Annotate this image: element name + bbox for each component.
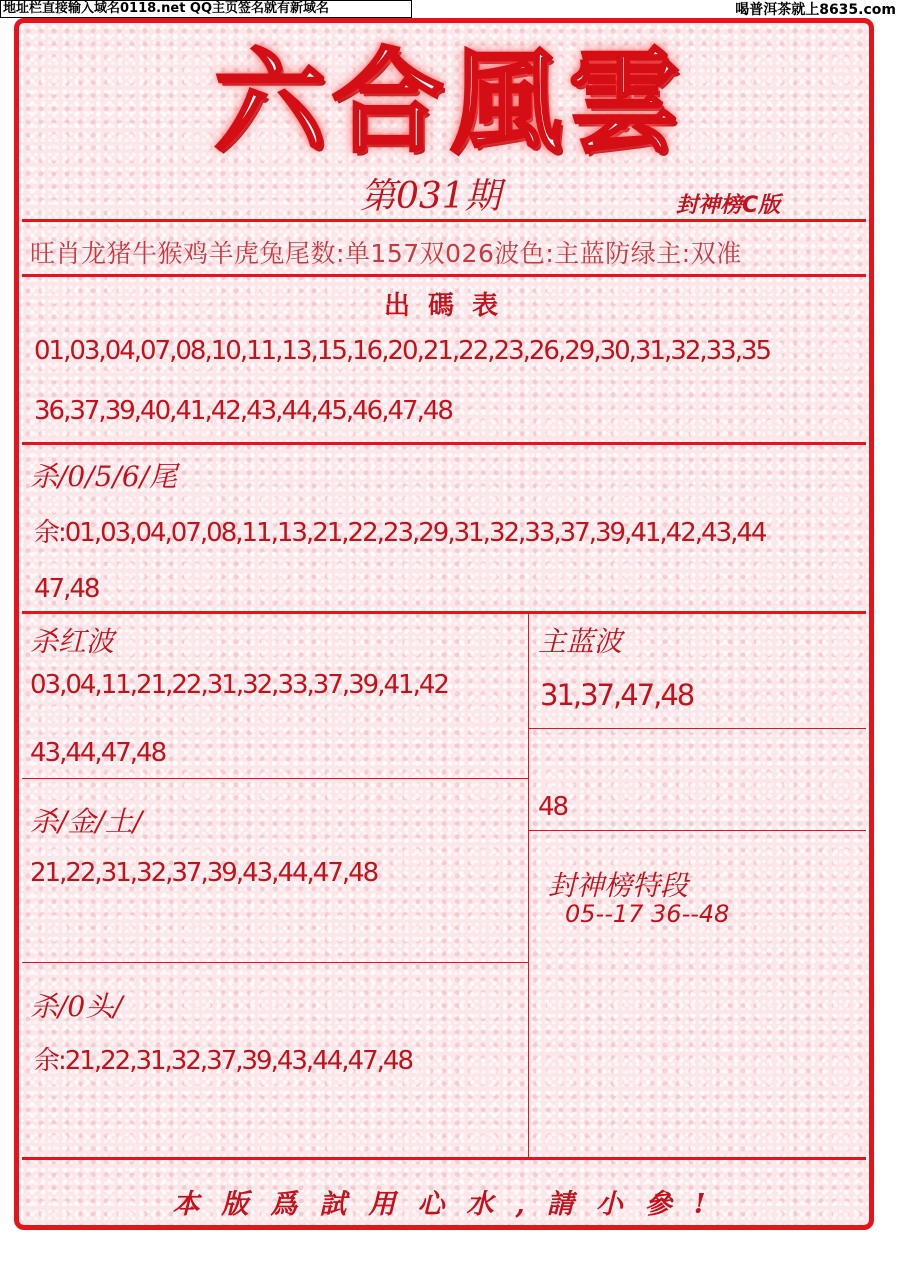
single-pick: 48 <box>538 792 568 822</box>
kill-metal-earth-heading: 杀/金/土/ <box>30 805 143 838</box>
kill-head-numbers: 余:21,22,31,32,37,39,43,44,47,48 <box>34 1046 412 1076</box>
kill-red-line-1: 03,04,11,21,22,31,32,33,37,39,41,42 <box>30 670 448 700</box>
kill-metal-earth-numbers: 21,22,31,32,37,39,43,44,47,48 <box>30 858 378 888</box>
edition-label: 封神榜C版 <box>676 193 781 218</box>
divider-header <box>22 219 866 222</box>
kill-head-heading: 杀/0头/ <box>30 990 123 1023</box>
divider-info <box>22 274 866 277</box>
kill-red-line-2: 43,44,47,48 <box>30 738 166 768</box>
draw-table-line-1: 01,03,04,07,08,10,11,13,15,16,20,21,22,23,26,29,30,31,32,33,35 <box>34 336 771 366</box>
divider-metal <box>22 962 529 963</box>
draw-table-line-2: 36,37,39,40,41,42,43,44,45,46,47,48 <box>34 396 452 426</box>
kill-tail-line-2: 47,48 <box>34 574 99 604</box>
divider-blue <box>529 728 866 729</box>
main-blue-numbers: 31,37,47,48 <box>540 678 694 712</box>
divider-red <box>22 778 529 779</box>
special-section-range: 05--17 36--48 <box>565 900 730 928</box>
kill-tail-line-1: 余:01,03,04,07,08,11,13,21,22,23,29,31,32,33,37,39,41,42,43,44 <box>34 518 766 548</box>
issue-number: 第031期 <box>360 176 501 217</box>
top-banner-left[interactable]: 地址栏直接输入域名0118.net QQ主页签名就有新域名 <box>0 0 412 18</box>
footer-note: 本版爲試用心水,請小參! <box>172 1189 728 1220</box>
info-line: 旺肖龙猪牛猴鸡羊虎兔尾数:单157双026波色:主蓝防绿主:双准 <box>30 239 742 268</box>
special-section-title: 封神榜特段 <box>548 869 689 902</box>
kill-red-heading: 杀红波 <box>30 625 115 658</box>
divider-footer <box>22 1157 866 1160</box>
divider-tail <box>22 611 866 614</box>
page-title: 六合風雲 <box>214 37 686 168</box>
divider-table <box>22 442 866 445</box>
main-blue-heading: 主蓝波 <box>538 625 623 658</box>
divider-single <box>529 830 866 831</box>
draw-table-title: 出碼表 <box>383 291 516 321</box>
top-banner-right[interactable]: 喝普洱茶就上8635.com <box>735 2 896 18</box>
kill-tail-heading: 杀/0/5/6/尾 <box>30 460 178 493</box>
divider-column <box>528 613 529 1158</box>
